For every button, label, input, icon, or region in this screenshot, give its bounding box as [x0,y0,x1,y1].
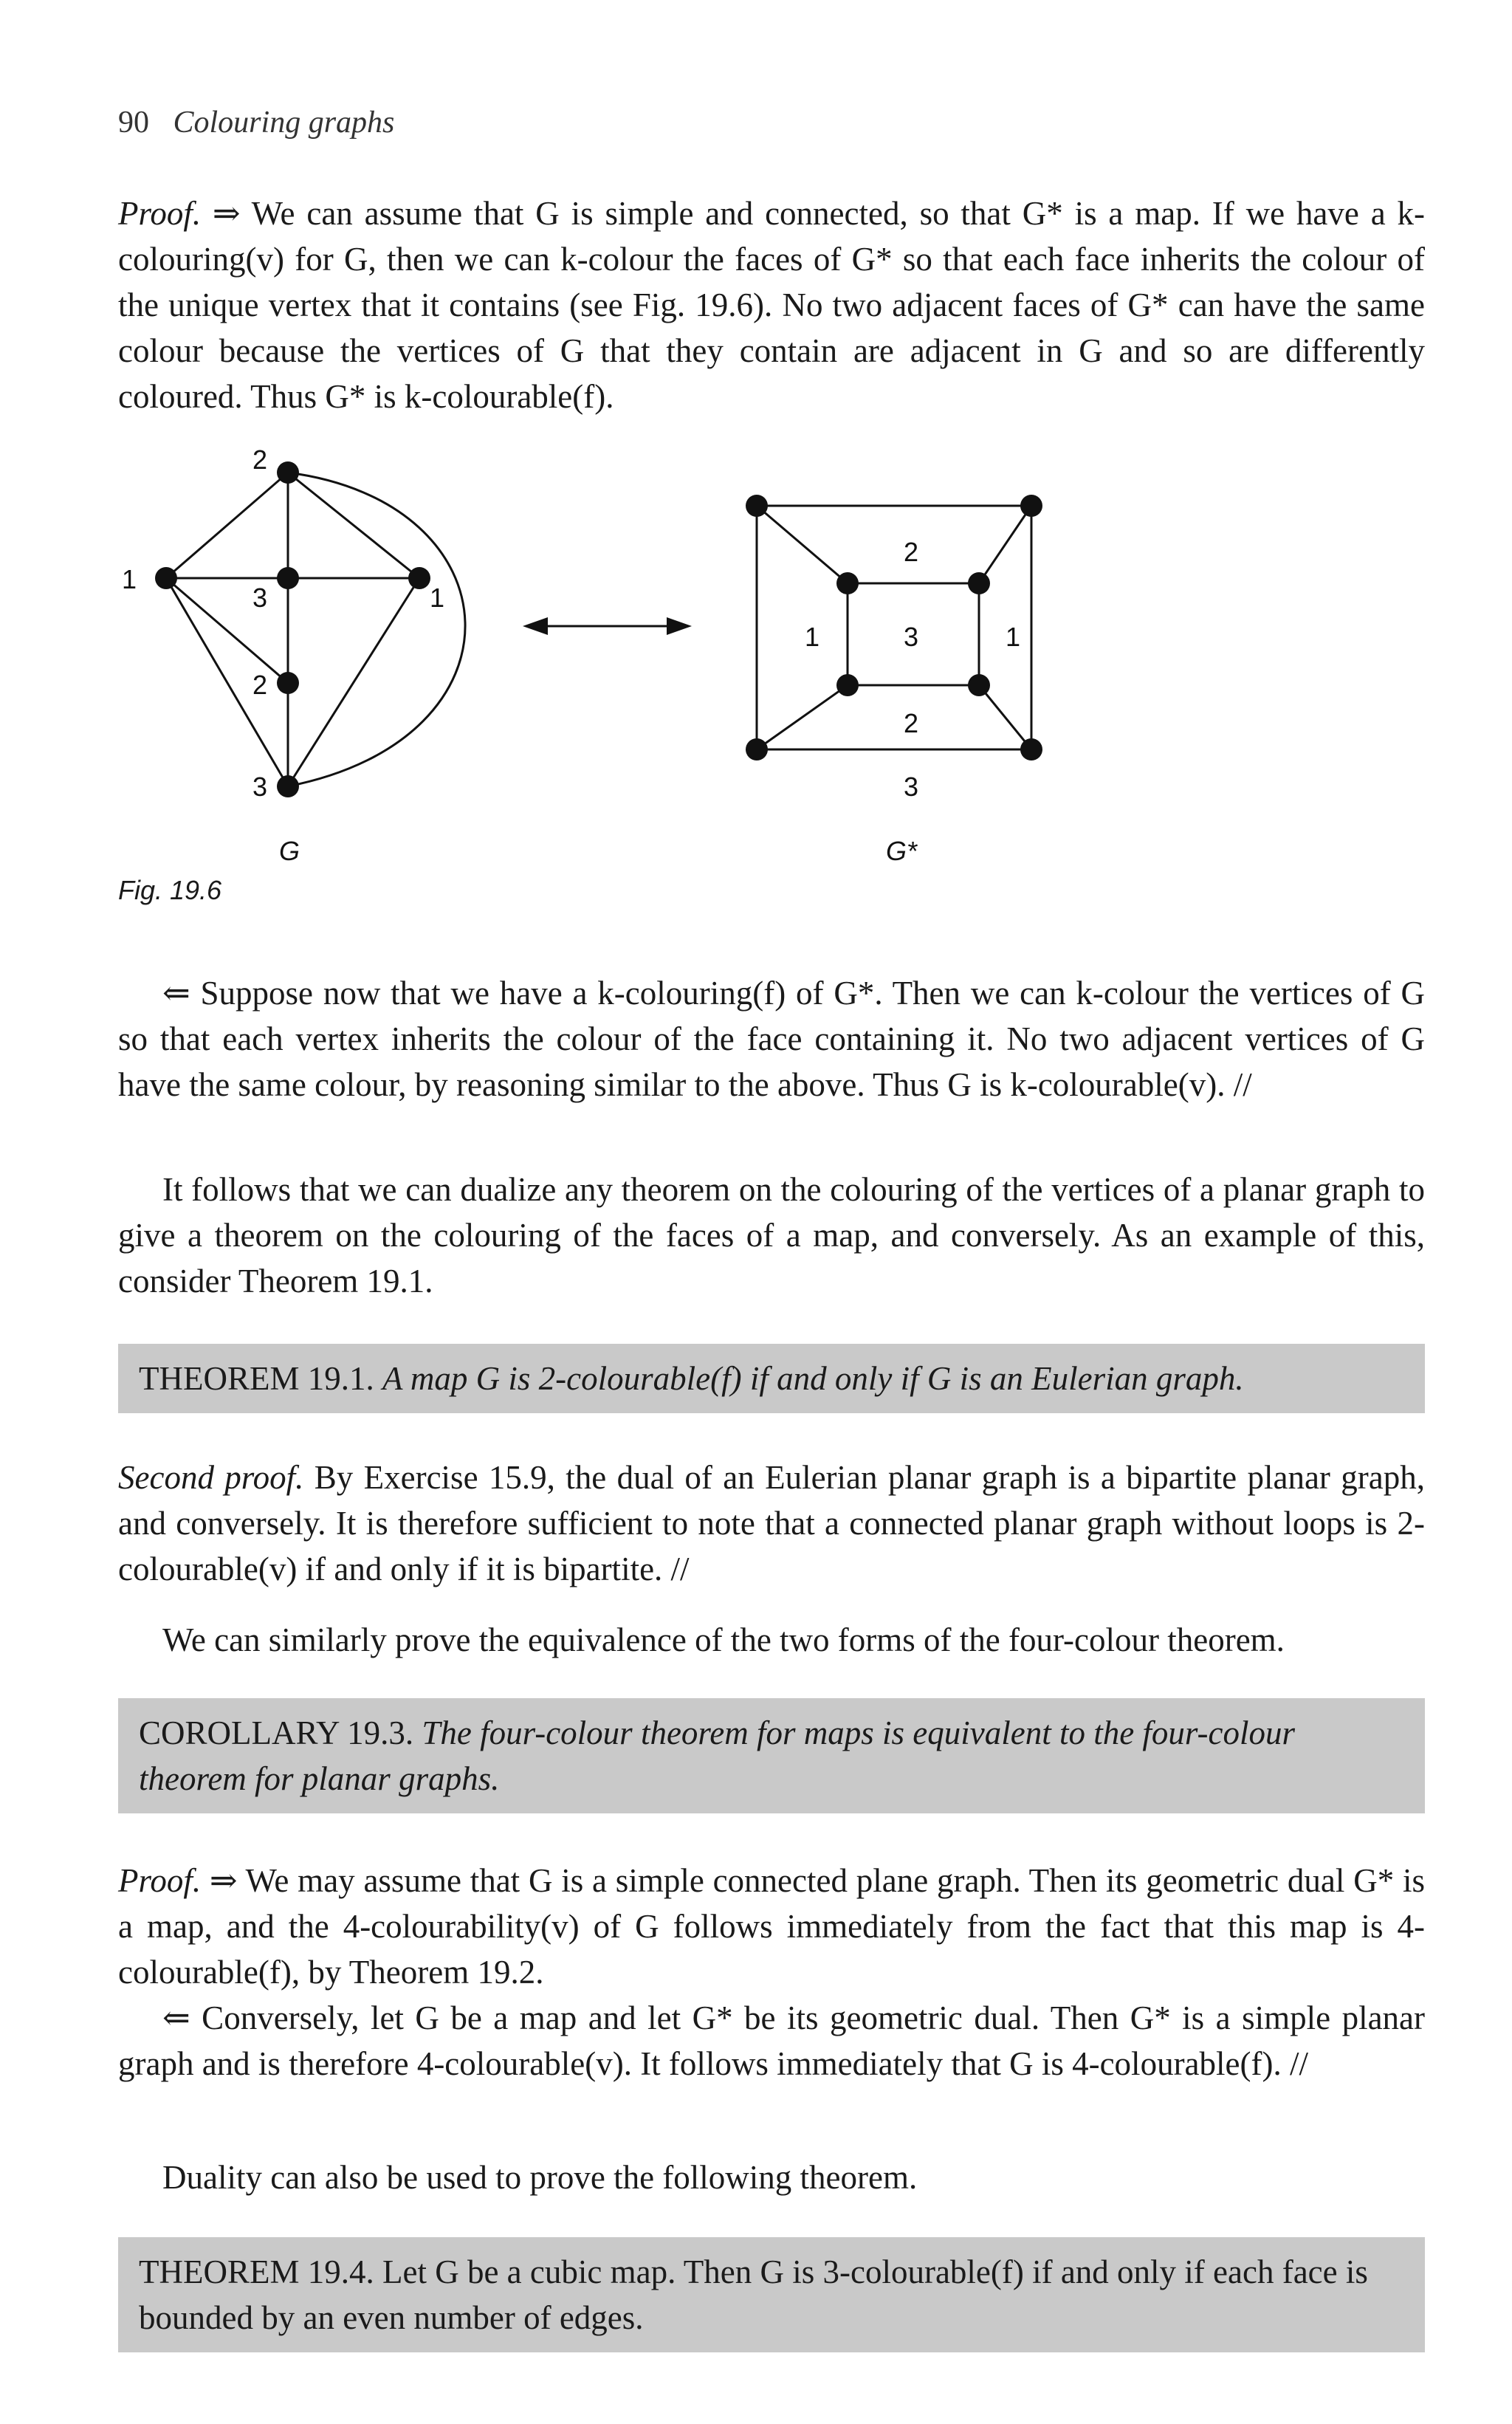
face-label: 1 [805,622,820,652]
face-label: 2 [904,537,919,567]
graph-vertex [277,461,299,484]
vertex-label: 3 [252,772,268,802]
dual-edge [979,506,1031,583]
graph-g [166,473,465,786]
graph-vertex [277,775,299,797]
vertex-label: 2 [252,670,268,700]
graph-edge [288,473,465,786]
dual-edge [757,506,848,583]
proof-label: Proof. [118,195,202,232]
face-label: 1 [1006,622,1021,652]
dual-vertex [836,674,859,696]
graph-edge [166,578,288,683]
dual-vertex [836,572,859,594]
vertex-label: 3 [252,583,268,613]
figure-caption: Fig. 19.6 [118,875,222,905]
theorem-label: THEOREM 19.1. [139,1360,374,1397]
corollary-label: COROLLARY 19.3. [139,1714,414,1751]
graph-edge [166,473,288,578]
running-title: Colouring graphs [173,106,395,140]
double-arrow [523,617,692,635]
dual-vertex [746,738,768,760]
graph-g-label: G [279,836,300,866]
dual-vertex [1020,495,1042,517]
figure-19-6 [0,0,1512,916]
vertex-label: 1 [122,564,137,594]
dual-edge [757,685,848,749]
dual-edge [979,685,1031,749]
proof-label-2: Proof. [118,1862,202,1899]
corollary-statement: The four-colour theorem for maps is equivalent to the four-colour theorem for planar graphs. [139,1714,1296,1797]
vertex-label: 2 [252,444,268,475]
vertex-label: 1 [430,583,445,613]
corollary-19-3-box [118,1698,1425,1813]
proof-text: ⇒ We can assume that G is simple and connected, so that G* is a map. If we have a k-colouring(v) for G, then we can k-colour the faces of G* so that each face inherits the colour of the unique vertex that it contains (see Fig. 19.6). No two adjacent faces of G* can have the same colour because the vertices of G that they contain are adjacent in G and so are differently coloured. Thus G* is k-colourable(f). [118,195,1425,415]
dual-vertex [746,495,768,517]
graph-g-star [757,506,1031,749]
duality-paragraph: Duality can also be used to prove the following theorem. [162,2159,918,2196]
dual-vertex [1020,738,1042,760]
dual-vertex [968,674,990,696]
dualize-paragraph: It follows that we can dualize any theorem on the colouring of the vertices of a planar graph to give a theorem on the colouring of the faces of a map, and conversely. As an example of this, consider Theorem 19.1. [118,1171,1425,1299]
face-label: 2 [904,708,919,738]
graph-g-star-face-labels [805,537,1020,802]
theorem-19-1-box [118,1344,1425,1413]
graph-g-star-label: G* [886,836,918,866]
second-proof-label: Second proof. [118,1459,304,1496]
reverse-proof-paragraph: ⇐ Suppose now that we have a k-colouring(f) of G*. Then we can k-colour the vertices of G so that each vertex inherits the colour of the face containing it. No two adjacent vertices of G have the same colour, by reasoning similar to the above. Thus G is k-colourable(v). // [118,975,1425,1103]
page-number: 90 [118,106,149,140]
second-proof-paragraph [118,1455,1425,1592]
face-label: 3 [904,622,919,652]
graph-g-vertex-labels [122,444,444,802]
graph-vertex [408,567,430,589]
proof-paragraph-2 [118,1858,1425,1995]
graph-vertex [277,567,299,589]
equivalence-paragraph: We can similarly prove the equivalence of the two forms of the four-colour theorem. [162,1621,1285,1658]
theorem-19-4-box [118,2237,1425,2352]
theorem-statement-2: Let G be a cubic map. Then G is 3-colourable(f) if and only if each face is bounded by an even number of edges. [139,2253,1368,2336]
converse-paragraph: ⇐ Conversely, let G be a map and let G* be its geometric dual. Then G* is a simple planar graph and is therefore 4-colourable(v). It follows immediately that G is 4-colourable(f). // [118,1999,1425,2082]
proof-text-2: ⇒ We may assume that G is a simple connected plane graph. Then its geometric dual G* is a map, and the 4-colourability(v) of G follows immediately from the fact that this map is 4-colourable(f), by Theorem 19.2. [118,1862,1425,1991]
theorem-statement: A map G is 2-colourable(f) if and only if G is an Eulerian graph. [382,1360,1244,1397]
graph-edge [166,578,288,786]
graph-edge [288,578,419,786]
face-label: 3 [904,772,919,802]
theorem-label-2: THEOREM 19.4. [139,2253,374,2290]
dual-vertex [968,572,990,594]
graph-vertex [277,672,299,694]
second-proof-text: By Exercise 15.9, the dual of an Eulerian planar graph is a bipartite planar graph, and conversely. It is therefore sufficient to note that a connected planar graph without loops is 2-colourable(v) if and only if it is bipartite. // [118,1459,1425,1587]
graph-vertex [155,567,177,589]
